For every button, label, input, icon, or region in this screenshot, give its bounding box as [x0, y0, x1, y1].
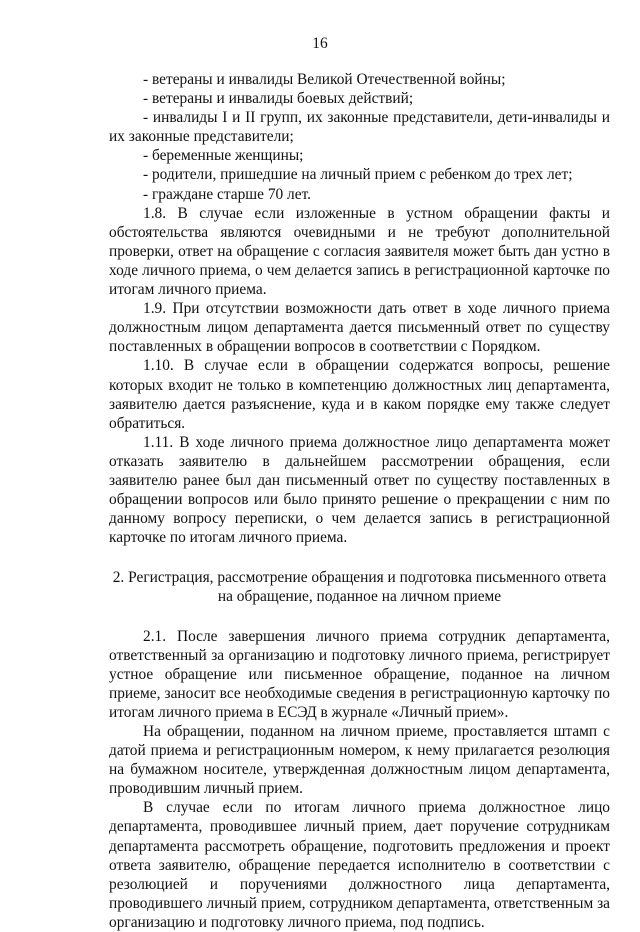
list-item: - граждане старше 70 лет.	[143, 185, 311, 203]
list-item: - родители, пришедшие на личный прием с ребенком до трех лет;	[143, 166, 573, 184]
paragraph-2-1: 2.1. После завершения личного приема сотрудник департамента, ответственный за организацию и подготовку личного приема, регистрирует устное обращение или письменное обращение, поданное на личном приеме, заносит все необходимые сведения в регистрационную карточку по итогам личного приема в ЕСЭД в журнале «Личный прием».	[109, 627, 610, 721]
paragraph-1-9: 1.9. При отсутствии возможности дать ответ в ходе личного приема должностным лицом департамента дается письменный ответ по существу поставленных в обращении вопросов в соответствии с Порядком.	[109, 300, 610, 356]
list-item: - беременные женщины;	[143, 147, 304, 165]
list-item: - ветераны и инвалиды Великой Отечественной войны;	[143, 71, 506, 88]
list-item: - ветераны и инвалиды боевых действий;	[143, 90, 414, 108]
list-item: - инвалиды I и II групп, их законные представители, дети-инвалиды и их законные представители;	[109, 109, 610, 146]
section-heading: 2. Регистрация, рассмотрение обращения и подготовка письменного ответа на обращение, поданное на личном приеме	[112, 569, 607, 606]
page-number: 16	[312, 35, 328, 52]
paragraph-assignment: В случае если по итогам личного приема должностное лицо департамента, проводившее личный прием, дает поручение сотрудникам департамента рассмотреть обращение, подготовить предложения и проект ответа заявителю, обращение передается исполнителю в соответствии с резолюцией и поручениями должностного лица департамента, проводившего личный прием, сотрудником департамента, ответственным за организацию и подготовку личного приема, под подпись.	[109, 799, 610, 931]
paragraph-stamp: На обращении, поданном на личном приеме, проставляется штамп с датой приема и регистрационным номером, к нему прилагается резолюция на бумажном носителе, утвержденная должностным лицом департамента, проводившим личный прием.	[109, 723, 610, 798]
paragraph-1-8: 1.8. В случае если изложенные в устном обращении факты и обстоятельства являются очевидными и не требуют дополнительной проверки, ответ на обращение с согласия заявителя может быть дан устно в ходе личного приема, о чем делается запись в регистрационной карточке по итогам личного приема.	[109, 204, 610, 299]
document-body	[109, 70, 610, 932]
paragraph-1-10: 1.10. В случае если в обращении содержатся вопросы, решение которых входит не только в компетенцию должностных лиц департамента, заявителю дается разъяснение, куда и в каком порядке ему также следует обратиться.	[109, 357, 610, 432]
paragraph-1-11: 1.11. В ходе личного приема должностное лицо департамента может отказать заявителю в дальнейшем рассмотрении обращения, если заявителю ранее был дан письменный ответ по существу поставленных в обращении вопросов или было принято решение о прекращении с ним по данному вопросу переписки, о чем делается запись в регистрационной карточке по итогам личного приема.	[109, 433, 610, 547]
